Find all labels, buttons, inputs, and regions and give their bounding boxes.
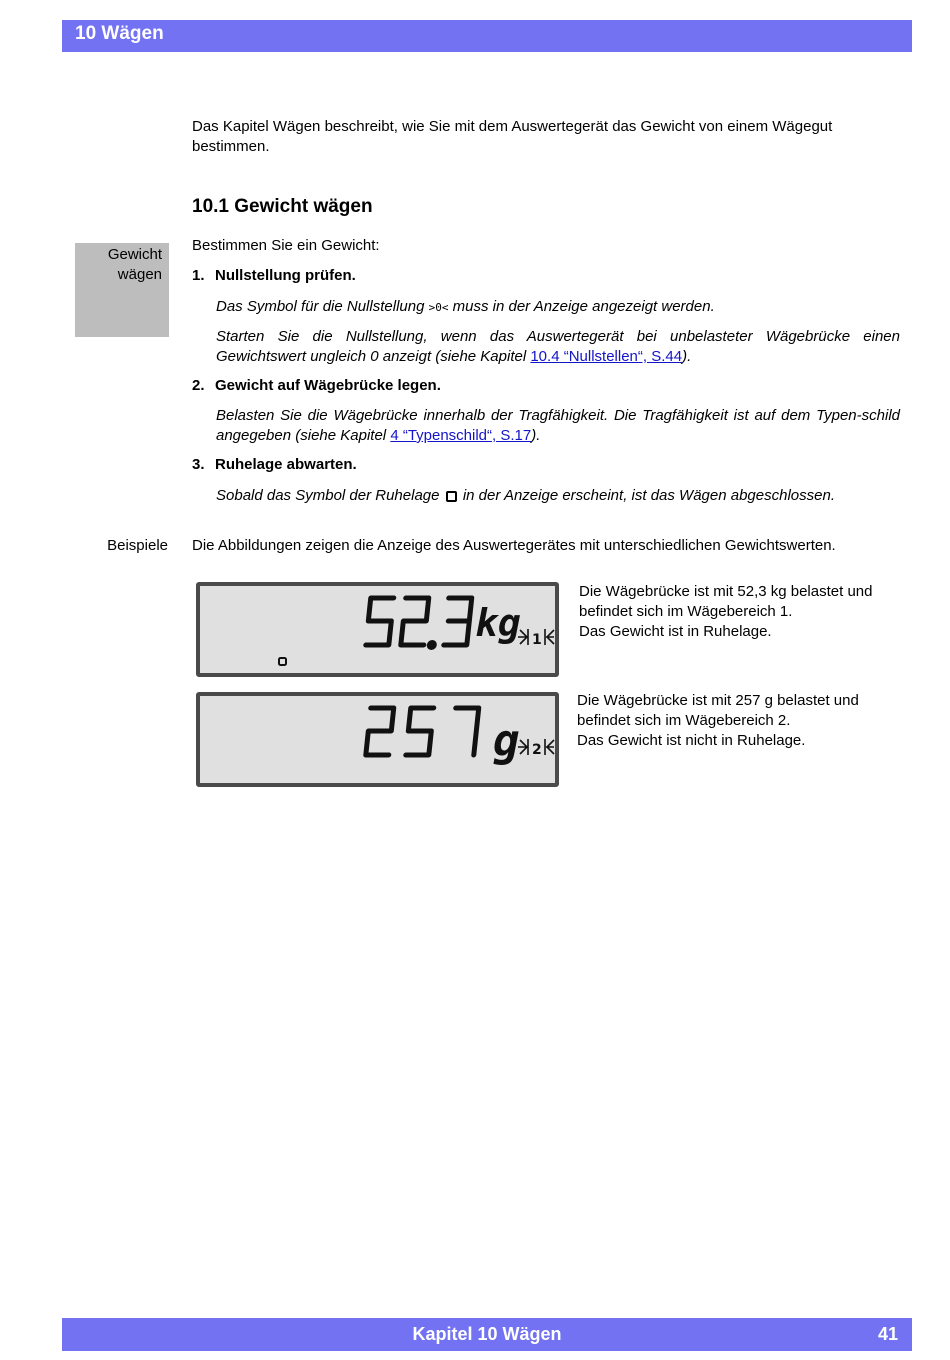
lcd-2-caption-line1: Die Wägebrücke ist mit 257 g belastet und befindet sich im Wägebereich 2. bbox=[577, 692, 859, 729]
footer-title: Kapitel 10 Wägen bbox=[412, 1324, 562, 1344]
step-2-heading bbox=[192, 377, 441, 394]
link-nullstellen[interactable]: 10.4 “Nullstellen“, S.44 bbox=[530, 348, 683, 365]
step-3-note-text: Sobald das Symbol der Ruhelage bbox=[216, 487, 444, 504]
lcd-2-caption bbox=[577, 691, 900, 751]
step-1-note-1 bbox=[216, 297, 900, 318]
page-number: 41 bbox=[877, 1324, 898, 1344]
step-2-title: Gewicht auf Wägebrücke legen. bbox=[215, 377, 441, 394]
step-3-title: Ruhelage abwarten. bbox=[215, 456, 357, 473]
link-typenschild[interactable]: 4 “Typenschild“, S.17 bbox=[390, 427, 532, 444]
step-2-note-text: Belasten Sie die Wägebrücke innerhalb der Tragfähigkeit. Die Tragfähigkeit ist auf dem Typen-schild angegeben (siehe Kapitel bbox=[216, 407, 900, 444]
lcd-1-caption-line2: Das Gewicht ist in Ruhelage. bbox=[579, 623, 772, 640]
step-1-title: Nullstellung prüfen. bbox=[215, 267, 356, 284]
lcd-2-range-number: 2 bbox=[532, 742, 542, 758]
lcd-display-1 bbox=[196, 582, 559, 677]
lcd-1-caption bbox=[579, 582, 902, 642]
step-2-number: 2. bbox=[192, 377, 205, 394]
lcd-display-2 bbox=[196, 692, 559, 787]
zero-symbol: >0< bbox=[428, 301, 449, 314]
examples-side-label: Beispiele bbox=[107, 537, 168, 554]
lcd-1-range-number: 1 bbox=[532, 632, 542, 648]
lcd-2-caption-line2: Das Gewicht ist nicht in Ruhelage. bbox=[577, 732, 806, 749]
step-1-note-2 bbox=[216, 327, 900, 367]
step-1-note-2-text: Starten Sie die Nullstellung, wenn das Auswertegerät bei unbelasteter Wägebrücke einen Gewichtswert ungleich 0 anzeigt (siehe Kapitel bbox=[216, 328, 900, 365]
lcd-1-stable-icon bbox=[279, 658, 286, 665]
step-3-note-text-end: in der Anzeige erscheint, ist das Wägen abgeschlossen. bbox=[458, 487, 835, 504]
step-1-number: 1. bbox=[192, 267, 205, 284]
step-1-note-2-text-end: ). bbox=[682, 348, 692, 365]
step-2-note-text-end: ). bbox=[531, 427, 541, 444]
lcd-1-unit: kg bbox=[475, 601, 521, 645]
chapter-header bbox=[62, 20, 912, 52]
intro-paragraph: Das Kapitel Wägen beschreibt, wie Sie mit dem Auswertegerät das Gewicht von einem Wägegut bestimmen. bbox=[192, 118, 833, 155]
section-lead: Bestimmen Sie ein Gewicht: bbox=[192, 237, 380, 254]
page-footer bbox=[62, 1318, 912, 1351]
step-1-heading bbox=[192, 267, 356, 284]
lcd-display-1-graphic bbox=[200, 586, 555, 673]
step-3-number: 3. bbox=[192, 456, 205, 473]
side-label-box bbox=[75, 243, 169, 337]
step-3-note bbox=[216, 486, 900, 506]
step-1-note-1-text-end: muss in der Anzeige angezeigt werden. bbox=[448, 298, 715, 315]
lcd-display-2-graphic bbox=[200, 696, 555, 783]
side-label-line1: Gewicht bbox=[107, 246, 162, 263]
lcd-1-caption-line1: Die Wägebrücke ist mit 52,3 kg belastet und befindet sich im Wägebereich 1. bbox=[579, 583, 873, 620]
examples-text: Die Abbildungen zeigen die Anzeige des Auswertegerätes mit unterschiedlichen Gewichtswerten. bbox=[192, 537, 836, 554]
lcd-2-unit: g bbox=[493, 716, 520, 767]
rest-symbol-icon bbox=[446, 491, 457, 502]
chapter-header-title: 10 Wägen bbox=[75, 23, 164, 44]
section-title: 10.1 Gewicht wägen bbox=[192, 196, 373, 217]
step-3-heading bbox=[192, 456, 357, 473]
step-2-note bbox=[216, 406, 900, 446]
step-1-note-1-text: Das Symbol für die Nullstellung bbox=[216, 298, 429, 315]
side-label-line2: wägen bbox=[117, 266, 162, 283]
